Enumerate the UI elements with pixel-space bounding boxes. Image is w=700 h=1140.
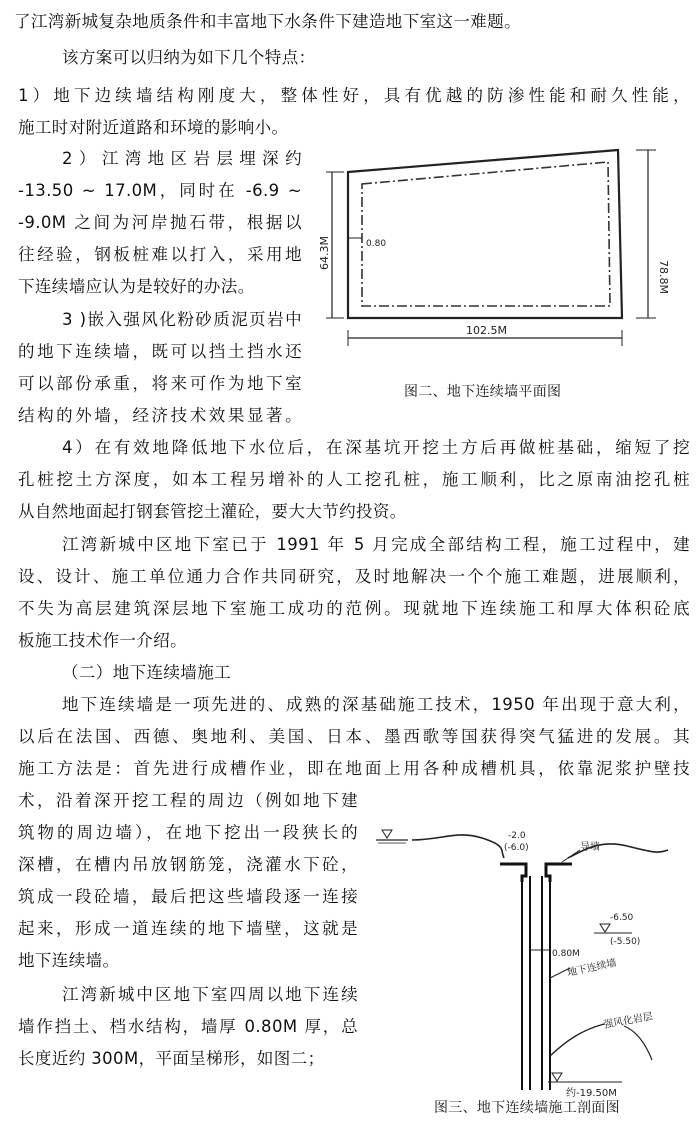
- wall-thickness-label: 0.80: [366, 239, 387, 249]
- text-line: 1）地下边续墙结构刚度大，整体性好，具有优越的防渗性能和耐久性能，: [18, 86, 690, 105]
- figure-2-caption: 图二、地下连续墙平面图: [404, 384, 562, 400]
- text-line: 2）江湾地区岩层埋深约: [62, 149, 302, 168]
- text-line: 施工时对附近道路和环境的影响小。: [18, 118, 289, 137]
- dimension-right-label: 78.8M: [657, 260, 670, 294]
- text-line: 结构的外墙，经济技术效果显著。: [18, 406, 302, 425]
- wall-label: 地下连续墙: [566, 957, 618, 979]
- inner-wall-outline: [362, 162, 610, 306]
- mid-elevation-label-2: (-5.50): [610, 937, 641, 947]
- text-line: 板施工技术作一介绍。: [18, 631, 187, 650]
- text-line: 术，沿着深开挖工程的周边（例如地下建: [18, 791, 358, 810]
- text-line: 深槽，在槽内吊放钢筋笼，浇灌水下砼，: [18, 855, 358, 874]
- outer-wall-outline: [348, 150, 622, 318]
- text-line: 设、设计、施工单位通力合作共同研究，及时地解决一个个施工难题，进展顺利，: [18, 567, 690, 586]
- thickness-label: 0.80M: [552, 949, 580, 959]
- guide-wall-label: 导墙: [580, 842, 600, 853]
- text-line: 长度近约 300M，平面呈梯形，如图二；: [18, 1049, 325, 1068]
- dimension-left-label: 64.3M: [318, 236, 331, 270]
- text-line: 筑物的周边墙），在地下挖出一段狭长的: [18, 823, 358, 842]
- figure-2-plan-diagram: [318, 142, 668, 372]
- text-line: 地下连续墙。: [18, 951, 120, 970]
- text-line: 3 )嵌入强风化粉砂质泥页岩中: [62, 310, 302, 329]
- section-heading: （二）地下连续墙施工: [62, 663, 231, 682]
- text-line: -13.50 ~ 17.0M，同时在 -6.9 ~: [18, 181, 302, 200]
- rock-layer-label: 强风化岩层: [602, 1011, 654, 1031]
- text-line: 施工方法是：首先进行成槽作业，即在地面上用各种成槽机具，依靠泥浆护壁技: [18, 759, 690, 778]
- mid-elevation-label: -6.50: [610, 913, 634, 923]
- text-line: 4）在有效地降低地下水位后，在深基坑开挖土方后再做桩基础，缩短了挖: [62, 438, 690, 457]
- text-line: -9.0M 之间为河岸抛石带，根据以: [18, 213, 302, 232]
- figure-3-caption: 图三、地下连续墙施工剖面图: [434, 1100, 620, 1116]
- text-line: 江湾新城中区地下室已于 1991 年 5 月完成全部结构工程，施工过程中，建: [62, 535, 690, 554]
- text-line: 江湾新城中区地下室四周以地下连续: [62, 985, 358, 1004]
- text-line: 墙作挡土、档水结构，墙厚 0.80M 厚，总: [18, 1017, 358, 1036]
- top-elevation-label: -2.0: [508, 831, 526, 841]
- text-line: 下连续墙应认为是较好的办法。: [18, 277, 255, 296]
- bottom-elevation-label: 约-19.50M: [566, 1088, 617, 1099]
- text-line: 以后在法国、西德、奥地利、美国、日本、墨西歌等国获得突气猛进的发展。其: [18, 727, 690, 746]
- dimension-bottom-label: 102.5M: [466, 324, 507, 337]
- text-line: 起来，形成一道连续的地下墙壁，这就是: [18, 919, 358, 938]
- figure-3-section-diagram: [372, 820, 672, 1100]
- text-line: 孔桩挖土方深度，如本工程另增补的人工挖孔桩，施工顺利，比之原南油挖孔桩: [18, 470, 690, 489]
- text-line: 的地下连续墙，既可以挡土挡水还: [18, 342, 302, 361]
- text-line: 了江湾新城复杂地质条件和丰富地下水条件下建造地下室这一难题。: [14, 12, 521, 31]
- text-line: 地下连续墙是一项先进的、成熟的深基础施工技术，1950 年出现于意大利，: [62, 695, 690, 714]
- text-line: 往经验，钢板桩难以打入，采用地: [18, 245, 302, 264]
- text-line: 不失为高层建筑深层地下室施工成功的范例。现就地下连续施工和厚大体积砼底: [18, 599, 690, 618]
- text-line: 从自然地面起打钢套管挖土灌砼，要大大节约投资。: [18, 502, 407, 521]
- text-line: 可以部份承重，将来可作为地下室: [18, 374, 302, 393]
- top-elevation-label-2: (-6.0): [504, 843, 529, 853]
- text-line: 该方案可以归纳为如下几个特点：: [62, 48, 316, 67]
- text-line: 筑成一段砼墙，最后把这些墙段逐一连接: [18, 887, 358, 906]
